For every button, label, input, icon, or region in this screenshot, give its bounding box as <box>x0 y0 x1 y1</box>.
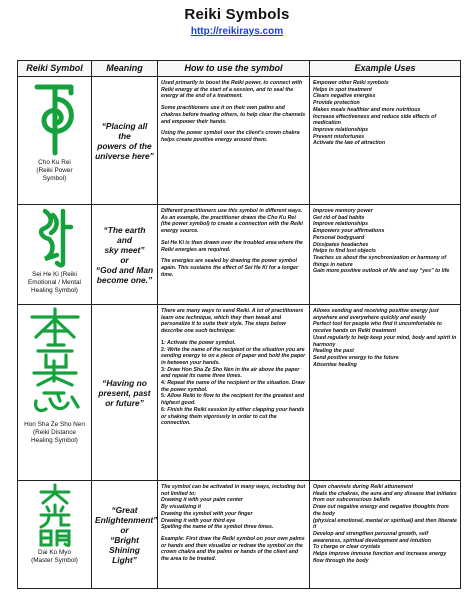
example-uses-cell: Open channels during Reiki attunement Heals the chakras, the aura and any disease that initiates from our subconscious beliefs Draw out negative energy and negative thoughts from the body (physical emotional, mental or spiritual) and then liberate it Develop and strengthen personal growth, self awareness, spiritual development and intuition To charge or clear crystals Helps improve immune function and increase energy flow through the body <box>310 481 461 589</box>
header-example-uses: Example Uses <box>310 61 461 77</box>
page-title: Reiki Symbols <box>184 6 290 23</box>
site-link[interactable]: http://reikirays.com <box>190 26 284 37</box>
how-to-use-cell: The symbol can be activated in many ways, including but not limited to: Drawing it with your palm center By visualizing it Drawing the symbol with your finger Drawing it with your third eye Spelling the name of the symbol three times. Example: First draw the Reiki symbol on your own palms or hands and then visualize or redraw the symbol on the crown chakra and the palms or hands of the client and the area to be treated. <box>158 481 310 589</box>
table-row <box>18 305 461 481</box>
how-to-use-cell: Different practitioners use this symbol in different ways. As an example, the practitioner draws the Cho Ku Rei (the power symbol) to create a connection with the Reiki energy source. Sei He Ki is then drawn over the troubled area where the Reiki energies are required. The energies are sealed by drawing the power symbol again. This sustains the effect of Sei He Ki for a longer time. <box>158 205 310 305</box>
step-1: 1: Activate the power symbol. <box>161 339 236 346</box>
table-row <box>18 481 461 589</box>
how-to-use-cell: There are many ways to send Reiki. A lot of practitioners learn one technique, which they then tweak and personalize it to suite their style. The steps below describe one such technique: 1: Activate the power symbol. 2: Write the name of the recipient or the situation you are sending energy to on a piece of paper and hold the paper in between your hands. 3: Draw Hon Sha Ze Sho Nen in the air above the paper and repeat its name three times. 4: Repeat the name of the recipient or the situation. Draw the power symbol. 5: Allow Reiki to flow to the recipient for the greatest and highest good. 6: Finish the Reiki session by either clapping your hands or shaking them vigorously in order to cut the connection. <box>158 305 310 481</box>
example-uses-cell: Improve memory power Get rid of bad habits Improve relationships Empowers your affirmations Personal bodyguard Dissipates headaches Helps to find lost objects Teaches us about the synchronization or harmony of things in nature Gain more positive outlook of life and say “yes” to life <box>310 205 461 305</box>
example-uses-cell: Allows sending and receiving positive energy just anywhere and everywhere quickly and easily Perfect tool for people who find it uncomfortable to receive hands on Reiki treatment Used regularly to help keep your mind, body and spirit in harmony Healing the past Send positive energy to the future Absentee healing <box>310 305 461 481</box>
symbol-name: Hon Sha Ze Sho Nen (Reiki Distance Healing Symbol) <box>24 421 85 444</box>
symbol-cell <box>18 481 92 589</box>
table-row <box>18 205 461 305</box>
symbol-name: Dai Ko Myo (Master Symbol) <box>31 549 78 564</box>
symbol-cell <box>18 77 92 205</box>
hon-sha-ze-sho-nen-symbol-icon <box>24 307 86 419</box>
meaning-cell: “Great Enlightenment” or “Bright Shining Light” <box>92 481 158 589</box>
symbol-name: Cho Ku Rei (Reiki Power Symbol) <box>36 159 73 182</box>
symbol-name: Sei He Ki (Reiki Emotional / Mental Healing Symbol) <box>28 271 81 294</box>
dai-ko-myo-symbol-icon <box>35 483 75 547</box>
step-3: 3: Draw Hon Sha Ze Sho Nen in the air above the paper and repeat its name three times. <box>161 366 300 380</box>
symbol-cell <box>18 305 92 481</box>
step-4: 4: Repeat the name of the recipient or the situation. Draw the power symbol. <box>161 380 305 393</box>
sei-he-ki-symbol-icon <box>35 207 75 269</box>
step-5: 5: Allow Reiki to flow to the recipient for the greatest and highest good. <box>161 393 305 407</box>
step-6: 6: Finish the Reiki session by either clapping your hands or shaking them vigorously in order to cut the connection. <box>161 406 305 427</box>
header-how-to-use: How to use the symbol <box>158 61 310 77</box>
table-row <box>18 77 461 205</box>
how-to-use-cell: Used primarily to boost the Reiki power, to connect with Reiki energy at the start of a session, and to seal the energy at the end of a treatment. Some practitioners use it on their own palms and chakras before treating others, to help clear the channels and empower their hands. Using the power symbol over the client’s crown chakra helps create positive energy around them. <box>158 77 310 205</box>
table-header-row <box>18 61 461 77</box>
meaning-cell: “Placing all the powers of the universe here” <box>92 77 158 205</box>
cho-ku-rei-spiral-icon <box>31 79 79 157</box>
header-meaning: Meaning <box>92 61 158 77</box>
example-uses-cell: Empower other Reiki symbols Helps in spot treatment Clears negative energies Provide protection Makes meals healthier and more nutritious Increase effectiveness and reduce side effects of medication Improve relationships Prevent misfortunes Activate the law of attraction <box>310 77 461 205</box>
symbol-cell <box>18 205 92 305</box>
meaning-cell: “Having no present, past or future” <box>92 305 158 481</box>
reiki-symbols-table <box>17 60 461 589</box>
step-2: 2: Write the name of the recipient or the situation you are sending energy to on a piece of paper and hold the paper in between your hands. <box>161 346 306 366</box>
meaning-cell: “The earth and sky meet” or “God and Man become one.” <box>92 205 158 305</box>
header-reiki-symbol: Reiki Symbol <box>18 61 92 77</box>
